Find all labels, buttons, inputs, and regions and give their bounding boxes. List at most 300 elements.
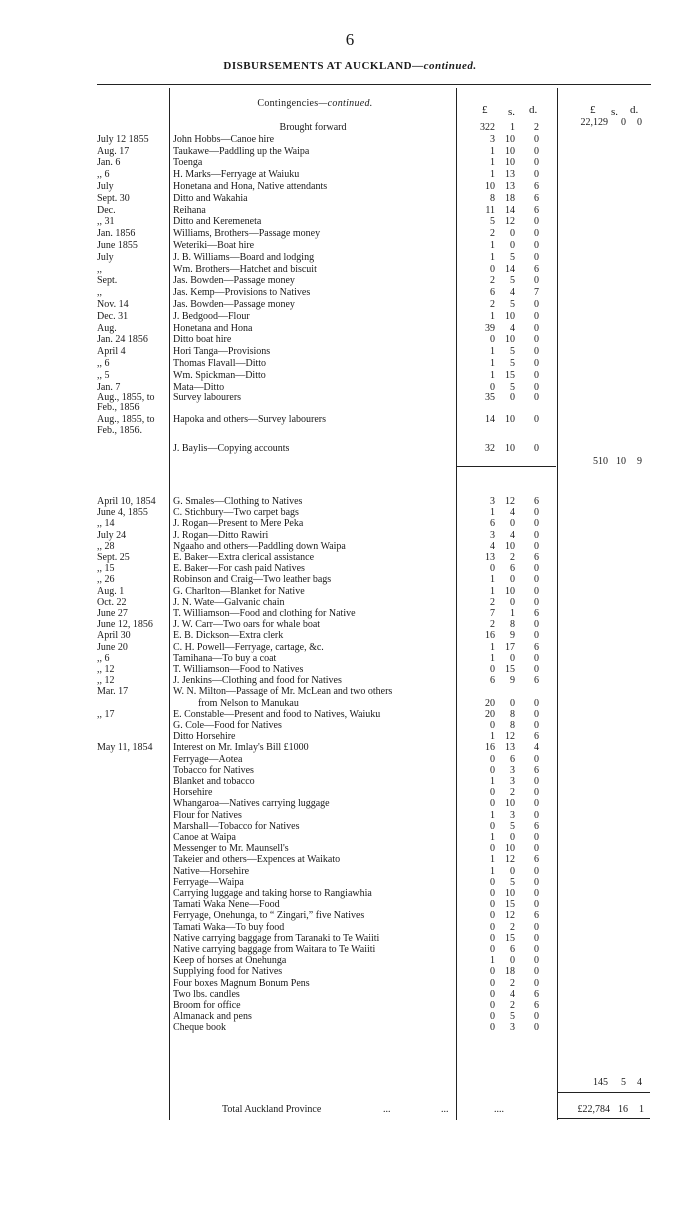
entry-description: Tamati Waka—To buy food: [173, 921, 285, 933]
entry-date: June 20: [97, 641, 128, 653]
ledger-row: [0, 698, 700, 710]
entry-description: from Nelson to Manukau: [198, 697, 299, 709]
entry-date: ,, 28: [97, 540, 115, 552]
amount-shillings: 0: [510, 240, 515, 251]
brought-forward-pence: 0: [637, 117, 642, 128]
entry-description: E. B. Dickson—Extra clerk: [173, 630, 284, 642]
section-heading: [170, 98, 460, 109]
entry-description: Carrying luggage and taking horse to Rangiawhia: [173, 888, 372, 899]
ledger-row: [0, 675, 700, 687]
grand-total: [560, 1104, 652, 1116]
entry-date: Sept. 30: [97, 192, 130, 204]
amount-pounds: 0: [490, 966, 495, 978]
ledger-row: [0, 653, 700, 665]
entry-description: C. H. Powell—Ferryage, cartage, &c.: [173, 641, 324, 653]
amount-pounds: 1: [490, 652, 495, 664]
amount-shillings: 12: [505, 854, 515, 866]
amount-shillings: 10: [505, 442, 515, 454]
amount-pence: 4: [534, 742, 539, 754]
entry-description: Almanack and pens: [173, 1011, 252, 1023]
entry-description: H. Marks—Ferryage at Waiuku: [173, 169, 300, 181]
amount-shillings: 10: [505, 585, 515, 597]
amount-pounds: 3: [490, 529, 495, 541]
entry-date: July: [97, 181, 114, 192]
amount-shillings: 5: [510, 346, 515, 358]
entry-description: Interest on Mr. Imlay's Bill £1000: [173, 742, 309, 754]
ledger-row: [0, 966, 700, 978]
entry-date: ,, 6: [97, 169, 110, 181]
ledger-row: [0, 731, 700, 743]
amount-pence: 6: [534, 764, 539, 776]
amount-shillings: 9: [510, 675, 515, 687]
amount-pounds: 0: [490, 563, 495, 575]
amount-pounds: 7: [490, 608, 495, 619]
ledger-row: [0, 888, 700, 900]
amount-shillings: 0: [510, 652, 515, 664]
amount-pence: 0: [534, 776, 539, 787]
amount-shillings: 3: [510, 764, 515, 776]
section-heading-continued: —continued.: [318, 98, 373, 109]
amount-shillings: 13: [505, 181, 515, 192]
amount-shillings: 10: [505, 540, 515, 552]
entry-description: Ditto Horsehire: [173, 731, 236, 743]
ledger-row: [0, 552, 700, 564]
amount-pounds: 2: [490, 299, 495, 310]
amount-pounds: 0: [490, 876, 495, 888]
ledger-row: [0, 541, 700, 553]
amount-pounds: 1: [490, 731, 495, 743]
amount-pence: 6: [534, 854, 539, 866]
ledger-row: [0, 776, 700, 788]
amount-shillings: 12: [505, 731, 515, 743]
entry-description: Taukawe—Paddling up the Waipa: [173, 145, 310, 157]
amount-shillings: 0: [510, 955, 515, 967]
amount-pence: 0: [534, 540, 539, 552]
entry-date: ,, 17: [97, 708, 115, 720]
amount-shillings: 13: [505, 169, 515, 181]
amount-pounds: 11: [485, 204, 495, 216]
amount-shillings: 5: [510, 1011, 515, 1023]
amount-shillings: 1: [510, 122, 515, 133]
entry-date: Feb., 1856: [97, 402, 140, 414]
ledger-row: [0, 205, 700, 217]
ledger-row: [0, 443, 700, 455]
entry-date: ,, 12: [97, 664, 115, 675]
entry-description: Jas. Kemp—Provisions to Natives: [173, 287, 311, 299]
amount-pence: 6: [534, 641, 539, 653]
amount-shillings: 5: [510, 358, 515, 369]
entry-description: J. Jenkins—Clothing and food for Natives: [173, 675, 342, 687]
ledger-row: [0, 989, 700, 1001]
entry-description: E. Baker—For cash paid Natives: [173, 563, 305, 575]
amount-pence: 6: [534, 1000, 539, 1011]
amount-pounds: 1: [490, 832, 495, 843]
entry-description: J. Rogan—Ditto Rawiri: [173, 529, 269, 541]
entry-description: Ferryage—Aotea: [173, 753, 243, 765]
amount-pounds: 0: [490, 977, 495, 989]
amount-pounds: 20: [485, 708, 495, 720]
amount-shillings: 10: [505, 843, 515, 855]
entry-date: July: [97, 251, 114, 263]
entry-date: ,,: [97, 287, 102, 299]
amount-pounds: 6: [490, 287, 495, 299]
amount-pence: 0: [534, 442, 539, 454]
amount-pounds: 0: [490, 888, 495, 899]
ledger-row: [0, 742, 700, 754]
amount-pence: 0: [534, 932, 539, 944]
amount-pence: 0: [534, 563, 539, 575]
amount-shillings: 9: [510, 630, 515, 642]
grand-total-label: Total Auckland Province: [222, 1104, 322, 1115]
amount-pounds: 0: [490, 1011, 495, 1023]
entry-description: Broom for office: [173, 1000, 241, 1011]
amount-shillings: 0: [510, 697, 515, 709]
ledger-row: [0, 642, 700, 654]
entry-description: Reihana: [173, 204, 206, 216]
amount-pence: 0: [534, 753, 539, 765]
amount-shillings: 1: [510, 608, 515, 619]
amount-shillings: 5: [510, 820, 515, 832]
amount-pence: 0: [534, 392, 539, 404]
amount-shillings: 0: [510, 574, 515, 586]
amount-pounds: 1: [490, 776, 495, 787]
amount-shillings: 0: [510, 392, 515, 404]
entry-description: C. Stichbury—Two carpet bags: [173, 507, 299, 519]
amount-pence: 0: [534, 596, 539, 608]
block1-subtotal-pence: 9: [637, 456, 642, 467]
amount-pence: 6: [534, 731, 539, 743]
amount-pence: 0: [534, 299, 539, 310]
entry-description: Robinson and Craig—Two leather bags: [173, 574, 332, 586]
ledger-row: [0, 518, 700, 530]
amount-pounds: 1: [490, 157, 495, 169]
ledger-row: [0, 832, 700, 844]
amount-pence: 0: [534, 865, 539, 877]
entry-description: Native carrying baggage from Taranaki to Te Waiiti: [173, 932, 380, 944]
amount-pounds: 1: [490, 507, 495, 519]
amount-pence: 2: [534, 122, 539, 133]
entry-date: Oct. 22: [97, 596, 127, 608]
entry-date: June 4, 1855: [97, 507, 148, 519]
amount-shillings: 2: [510, 552, 515, 563]
entry-description: T. Williamson—Food and clothing for Native: [173, 608, 356, 619]
ledger-row: [0, 899, 700, 911]
amount-pounds: 4: [490, 540, 495, 552]
amount-pence: 7: [534, 287, 539, 299]
block2-subtotal-rule: [558, 1092, 650, 1093]
entry-date: June 12, 1856: [97, 619, 153, 631]
ledger-row: [0, 193, 700, 205]
entry-description: Hori Tanga—Provisions: [173, 346, 271, 358]
entry-description: Honetana and Hona: [173, 322, 253, 334]
ledger-row: [0, 334, 700, 346]
grand-total-leader-dots: ...: [383, 1104, 391, 1115]
ledger-row: [0, 216, 700, 228]
amount-pounds: 3: [490, 133, 495, 145]
amount-pounds: 0: [490, 263, 495, 275]
amount-pence: 0: [534, 574, 539, 586]
amount-pounds: 35: [485, 392, 495, 404]
ledger-row: [0, 944, 700, 956]
amount-shillings: 2: [510, 787, 515, 799]
entry-description: Native—Horsehire: [173, 865, 250, 877]
amount-shillings: 0: [510, 518, 515, 530]
page-number: 6: [345, 30, 355, 49]
amount-pence: 0: [534, 334, 539, 346]
entry-description: T. Williamson—Food to Natives: [173, 664, 304, 675]
amount-shillings: 0: [510, 596, 515, 608]
entry-date: ,,: [97, 263, 102, 275]
amount-pounds: 1: [490, 865, 495, 877]
grand-total-pounds: £22,784: [577, 1104, 610, 1115]
amount-pence: 0: [534, 216, 539, 228]
amount-shillings: 10: [505, 157, 515, 169]
ledger-row: [0, 798, 700, 810]
amount-pounds: 1: [490, 346, 495, 358]
amount-pounds: 1: [490, 240, 495, 251]
ledger-row: [0, 169, 700, 181]
amount-pounds: 0: [490, 921, 495, 933]
ledger-row: [0, 134, 700, 146]
amount-pounds: 13: [485, 552, 495, 563]
entry-description: W. N. Milton—Passage of Mr. McLean and two others: [173, 686, 393, 698]
amount-shillings: 0: [510, 865, 515, 877]
amount-pounds: 0: [490, 720, 495, 731]
amount-pence: 6: [534, 181, 539, 192]
ledger-row: [0, 765, 700, 777]
col-header-pounds-total: £: [590, 104, 596, 116]
entry-description: Wm. Brothers—Hatchet and biscuit: [173, 263, 317, 275]
ledger-row: [0, 922, 700, 934]
entry-date: ,, 31: [97, 216, 115, 228]
amount-shillings: 18: [505, 192, 515, 204]
entry-description: Marshall—Tobacco for Natives: [173, 820, 300, 832]
amount-pounds: 10: [485, 181, 495, 192]
entry-description: Wm. Spickman—Ditto: [173, 369, 266, 381]
amount-pence: 0: [534, 966, 539, 978]
grand-total-pence: 1: [639, 1104, 644, 1115]
entry-description: E. Baker—Extra clerical assistance: [173, 552, 315, 563]
entry-description: Supplying food for Natives: [173, 966, 283, 978]
ledger-row: [0, 754, 700, 766]
ledger-row: [0, 425, 700, 437]
entry-description: Brought forward: [279, 122, 347, 133]
entry-description: G. Cole—Food for Natives: [173, 720, 282, 731]
ledger-row: [0, 810, 700, 822]
block2-subtotal-pence: 4: [637, 1077, 642, 1088]
entry-date: Aug. 17: [97, 145, 130, 157]
amount-pounds: 0: [490, 334, 495, 346]
entry-date: Aug. 1: [97, 585, 125, 597]
amount-pence: 6: [534, 910, 539, 922]
block1-subtotal-pounds: 510: [593, 456, 608, 467]
amount-pounds: 2: [490, 619, 495, 631]
amount-shillings: 5: [510, 876, 515, 888]
amount-shillings: 6: [510, 563, 515, 575]
block1-subtotal: [560, 456, 650, 468]
amount-pence: 0: [534, 876, 539, 888]
ledger-row: [0, 978, 700, 990]
entry-description: Canoe at Waipa: [173, 832, 236, 843]
amount-pence: 0: [534, 414, 539, 426]
entry-date: May 11, 1854: [97, 742, 153, 754]
amount-pounds: 1: [490, 145, 495, 157]
amount-shillings: 3: [510, 776, 515, 787]
entry-description: Native carrying baggage from Waitara to Te Waiiti: [173, 944, 376, 955]
amount-shillings: 14: [505, 204, 515, 216]
entry-date: July 24: [97, 529, 127, 541]
ledger-row: [0, 228, 700, 240]
amount-pounds: 14: [485, 414, 495, 426]
amount-pounds: 20: [485, 697, 495, 709]
amount-shillings: 15: [505, 899, 515, 911]
amount-pence: 0: [534, 921, 539, 933]
entry-date: ,, 6: [97, 652, 110, 664]
entry-description: Messenger to Mr. Maunsell's: [173, 843, 289, 855]
amount-shillings: 10: [505, 798, 515, 810]
amount-pence: 0: [534, 652, 539, 664]
amount-pounds: 0: [490, 798, 495, 810]
amount-pence: 0: [534, 507, 539, 519]
amount-shillings: 2: [510, 1000, 515, 1011]
entry-date: Aug.: [97, 322, 117, 334]
amount-shillings: 2: [510, 977, 515, 989]
entry-description: Four boxes Magnum Bonum Pens: [173, 977, 310, 989]
entry-date: Jan. 6: [97, 157, 121, 169]
amount-shillings: 10: [505, 145, 515, 157]
amount-pence: 0: [534, 720, 539, 731]
amount-pence: 0: [534, 619, 539, 631]
entry-description: Ferryage—Waipa: [173, 876, 244, 888]
entry-description: Jas. Bowden—Passage money: [173, 275, 295, 287]
entry-date: April 10, 1854: [97, 496, 156, 507]
entry-date: ,, 5: [97, 369, 110, 381]
amount-pence: 6: [534, 988, 539, 1000]
entry-date: ,, 12: [97, 675, 115, 687]
amount-pounds: 2: [490, 228, 495, 240]
amount-pence: 0: [534, 809, 539, 821]
entry-description: J. Baylis—Copying accounts: [173, 442, 290, 454]
amount-shillings: 10: [505, 334, 515, 346]
entry-description: Two lbs. candles: [173, 988, 240, 1000]
amount-pounds: 1: [490, 641, 495, 653]
amount-pence: 0: [534, 787, 539, 799]
ledger-row: [0, 630, 700, 642]
amount-pounds: 0: [490, 910, 495, 922]
ledger-row: [0, 275, 700, 287]
entry-date: ,, 15: [97, 563, 115, 575]
amount-pence: 0: [534, 518, 539, 530]
grand-total-placeholder: ....: [494, 1104, 504, 1115]
amount-shillings: 2: [510, 921, 515, 933]
header-rule: [97, 84, 651, 85]
entry-date: April 30: [97, 630, 131, 642]
amount-pence: 0: [534, 843, 539, 855]
amount-pounds: 1: [490, 358, 495, 369]
amount-pounds: 6: [490, 518, 495, 530]
entry-description: Toenga: [173, 157, 203, 169]
ledger-row: [0, 843, 700, 855]
amount-pence: 0: [534, 529, 539, 541]
ledger-row: [0, 311, 700, 323]
grand-total-rule: [558, 1118, 650, 1119]
amount-pence: 6: [534, 608, 539, 619]
entry-date: ,, 14: [97, 518, 115, 530]
amount-pounds: 1: [490, 955, 495, 967]
amount-shillings: 12: [505, 910, 515, 922]
amount-shillings: 14: [505, 263, 515, 275]
amount-pence: 6: [534, 204, 539, 216]
amount-pence: 0: [534, 630, 539, 642]
amount-pounds: 0: [490, 820, 495, 832]
entry-date: Dec.: [97, 204, 116, 216]
amount-pence: 0: [534, 977, 539, 989]
amount-pence: 0: [534, 310, 539, 322]
col-header-pence-total: d.: [630, 104, 639, 116]
ledger-row: [0, 264, 700, 276]
ledger-row: [0, 910, 700, 922]
amount-pence: 0: [534, 322, 539, 334]
ledger-row: [0, 608, 700, 620]
amount-pence: 0: [534, 251, 539, 263]
amount-shillings: 10: [505, 310, 515, 322]
amount-shillings: 10: [505, 414, 515, 426]
entry-description: Weteriki—Boat hire: [173, 240, 255, 251]
amount-pounds: 0: [490, 988, 495, 1000]
ledger-row: [0, 664, 700, 676]
amount-shillings: 4: [510, 322, 515, 334]
amount-pence: 0: [534, 240, 539, 251]
ledger-row: [0, 157, 700, 169]
amount-pounds: 1: [490, 369, 495, 381]
amount-pence: 6: [534, 192, 539, 204]
ledger-row: [0, 586, 700, 598]
ledger-row: [0, 955, 700, 967]
grand-total-leader-dots-2: ...: [441, 1104, 449, 1115]
amount-shillings: 3: [510, 1022, 515, 1034]
ledger-row: [0, 1011, 700, 1023]
ledger-row: [0, 287, 700, 299]
entry-description: J. B. Williams—Board and lodging: [173, 251, 315, 263]
amount-shillings: 0: [510, 832, 515, 843]
amount-shillings: 15: [505, 369, 515, 381]
ledger-row: [0, 821, 700, 833]
col-header-pounds: £: [482, 104, 488, 116]
entry-description: Cheque book: [173, 1022, 227, 1034]
amount-pounds: 1: [490, 310, 495, 322]
ledger-row: [0, 323, 700, 335]
amount-pence: 6: [534, 675, 539, 687]
amount-pounds: 1: [490, 251, 495, 263]
amount-shillings: 18: [505, 966, 515, 978]
amount-pounds: 2: [490, 596, 495, 608]
amount-shillings: 15: [505, 932, 515, 944]
section-heading-text: Contingencies: [257, 98, 319, 109]
ledger-row: [0, 854, 700, 866]
amount-pence: 0: [534, 381, 539, 393]
amount-shillings: 13: [505, 742, 515, 754]
amount-shillings: 10: [505, 888, 515, 899]
amount-pounds: 0: [490, 932, 495, 944]
entry-description: Ditto and Keremeneta: [173, 216, 262, 228]
amount-pounds: 0: [490, 944, 495, 955]
amount-pence: 0: [534, 346, 539, 358]
amount-shillings: 12: [505, 496, 515, 507]
ledger-row: [0, 574, 700, 586]
amount-shillings: 10: [505, 133, 515, 145]
amount-pence: 0: [534, 1022, 539, 1034]
entry-description: J. N. Wate—Galvanic chain: [173, 596, 285, 608]
